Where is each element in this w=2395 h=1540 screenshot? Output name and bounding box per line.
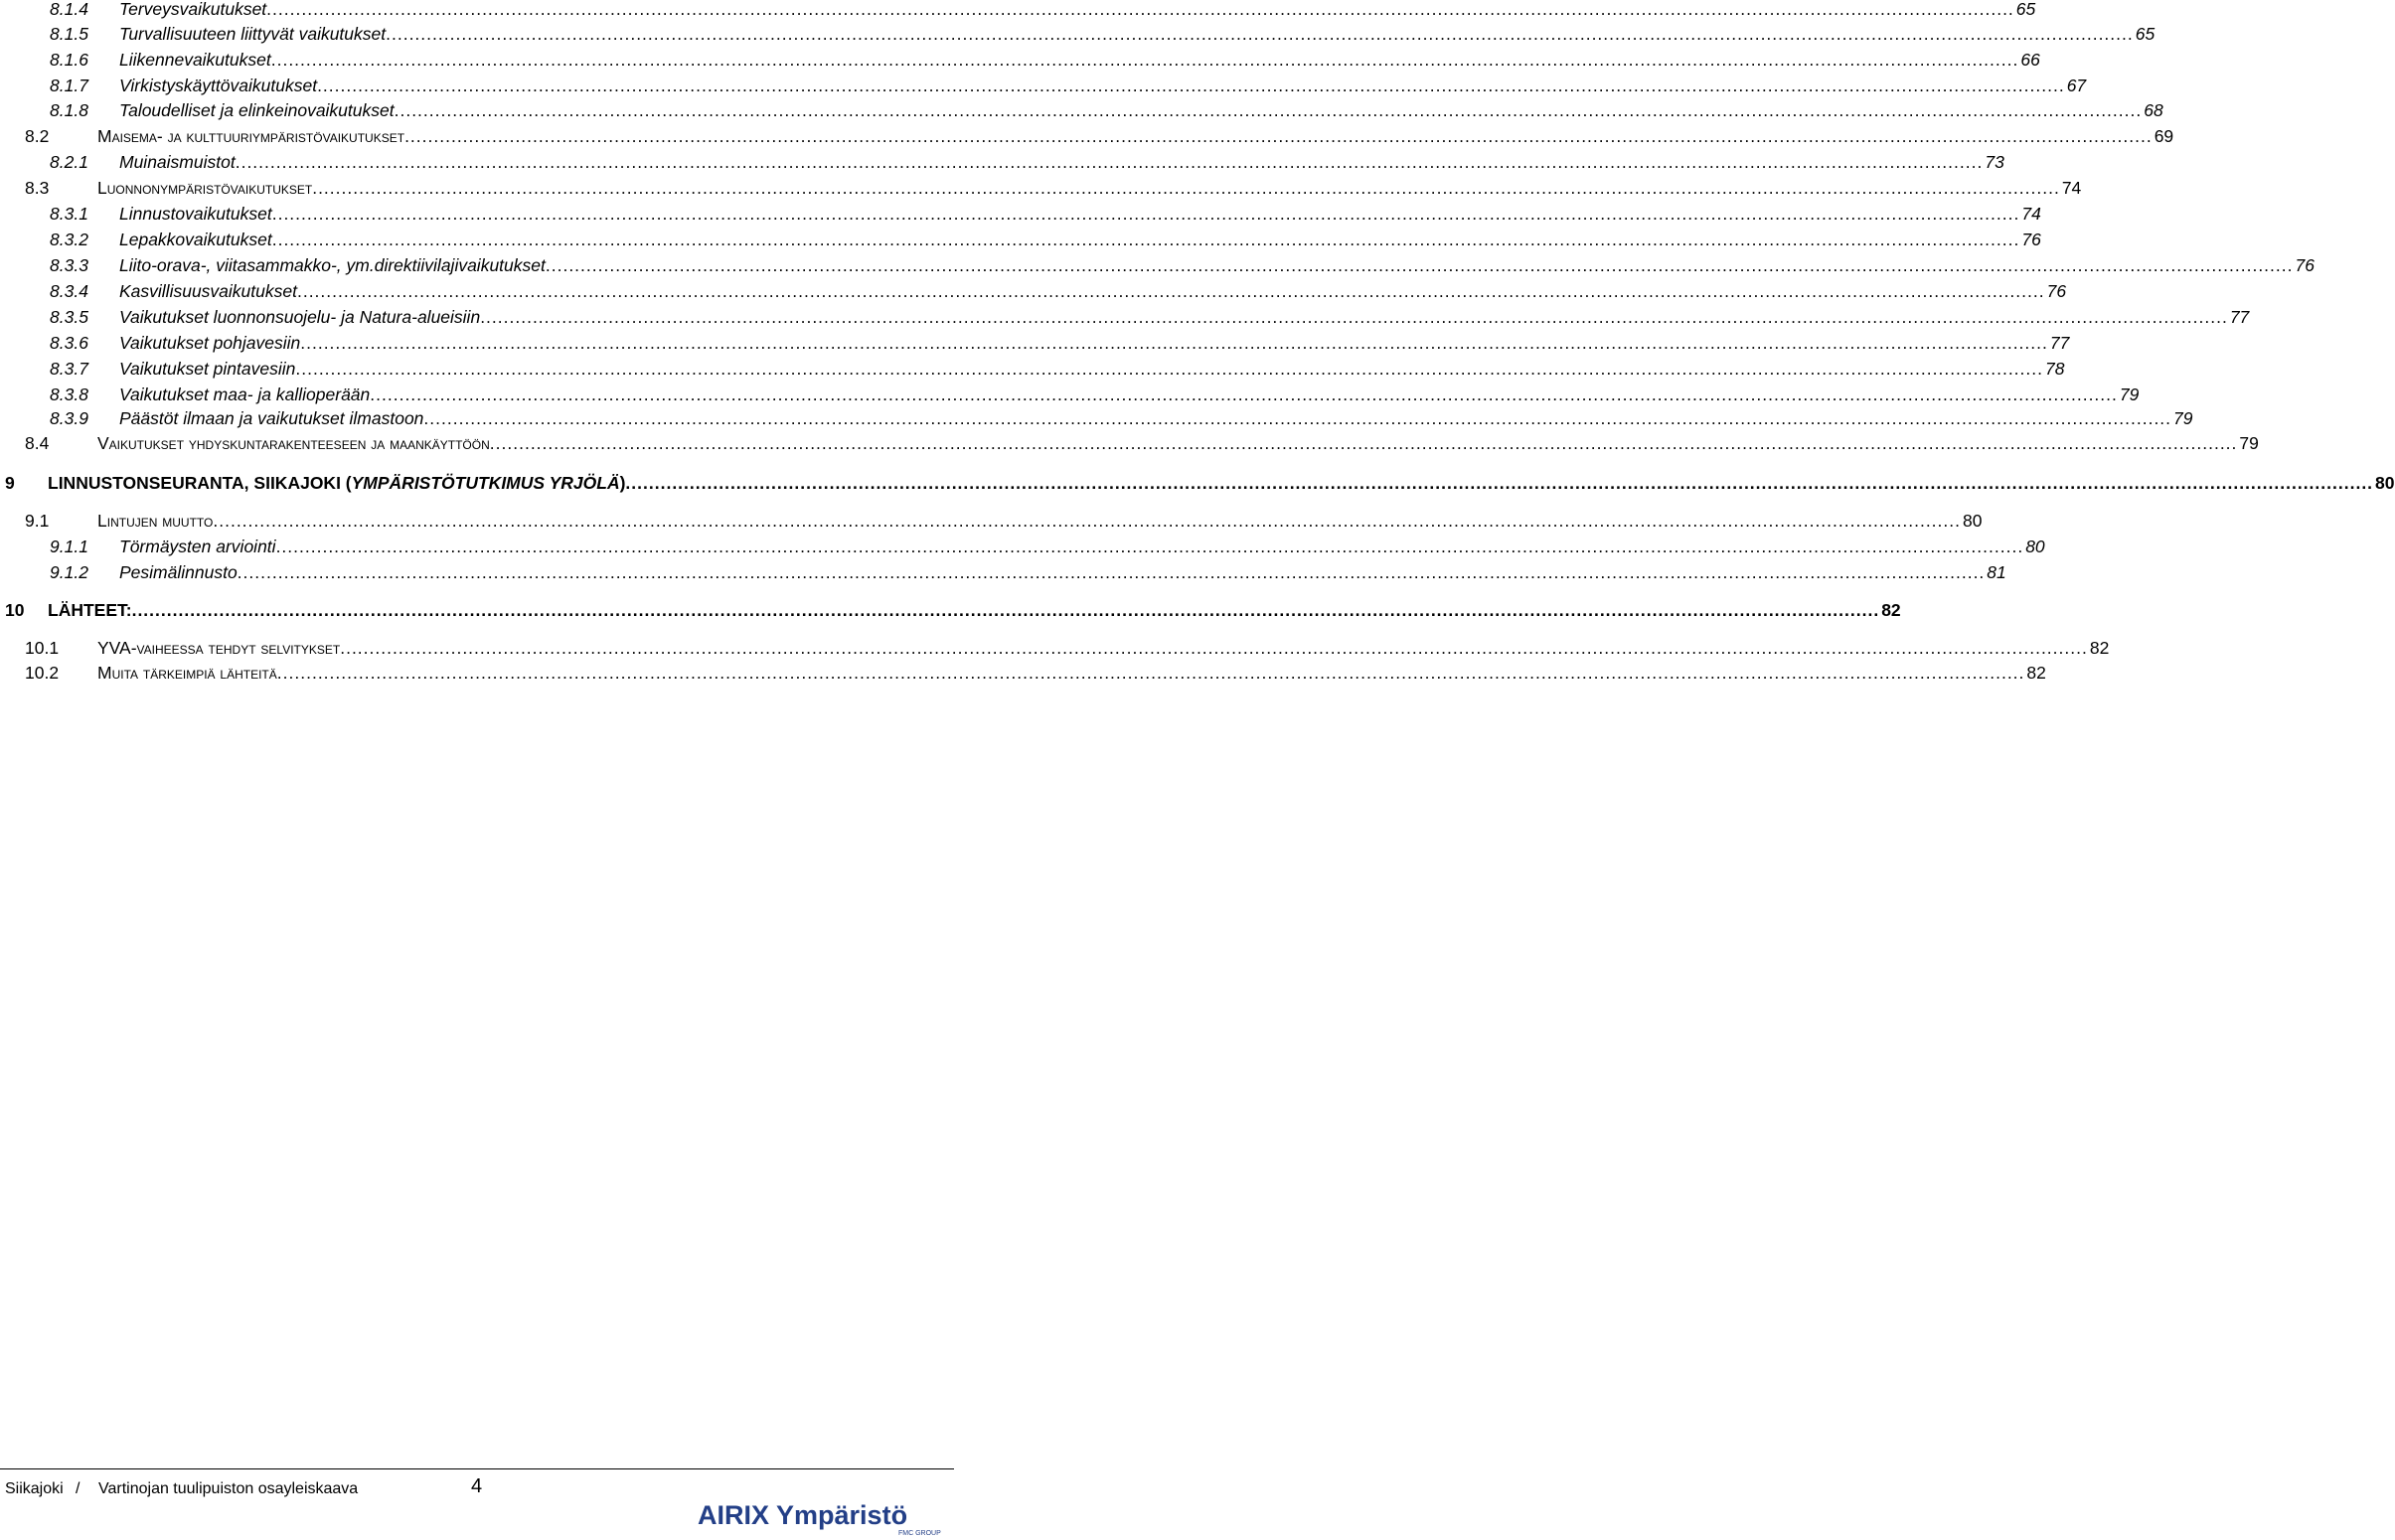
toc-entry-page: 77 — [2229, 307, 2250, 327]
toc-entry-page: 82 — [2089, 638, 2110, 658]
toc-entry-title: LÄHTEET: — [48, 600, 132, 620]
toc-dot-leader: ............................................................................................................................................................................................................................................................................................................ — [237, 562, 1986, 582]
toc-entry-number: 8.3.6 — [50, 333, 88, 353]
toc-dot-leader: ............................................................................................................................................................................................................................................................................................................ — [295, 359, 2043, 379]
toc-entry[interactable] — [0, 405, 2193, 431]
toc-entry-leader — [97, 635, 2110, 661]
toc-dot-leader: ............................................................................................................................................................................................................................................................................................................ — [131, 600, 1880, 620]
toc-entry-page: 74 — [2061, 178, 2082, 198]
toc-entry[interactable] — [0, 0, 2036, 22]
toc-entry-number: 8.3.7 — [50, 359, 88, 379]
toc-entry-leader — [119, 73, 2087, 98]
toc-entry-title: Turvallisuuteen liittyvät vaikutukset — [119, 24, 387, 44]
toc-dot-leader: ............................................................................................................................................................................................................................................................................................................ — [489, 433, 2238, 453]
toc-entry-page: 74 — [2021, 204, 2041, 224]
toc-dot-leader: ............................................................................................................................................................................................................................................................................................................ — [340, 638, 2088, 658]
toc-entry-leader — [119, 21, 2156, 47]
toc-entry-number: 8.3 — [25, 178, 50, 198]
toc-entry-leader — [97, 430, 2259, 456]
toc-entry-title: Luonnonympäristövaikutukset — [97, 178, 313, 198]
toc-dot-leader: ............................................................................................................................................................................................................................................................................................................ — [276, 663, 2025, 683]
toc-dot-leader: ............................................................................................................................................................................................................................................................................................................ — [386, 24, 2134, 44]
toc-entry-number: 8.1.8 — [50, 100, 88, 120]
toc-entry-title: Taloudelliset ja elinkeinovaikutukset — [119, 100, 395, 120]
toc-entry[interactable] — [0, 508, 1983, 534]
toc-entry-title: Vaikutukset pohjavesiin — [119, 333, 301, 353]
toc-dot-leader: ............................................................................................................................................................................................................................................................................................................ — [213, 511, 1961, 531]
toc-entry-leader — [119, 405, 2193, 431]
toc-entry-number: 9 — [5, 473, 15, 493]
footer-municipality: Siikajoki — [5, 1480, 64, 1497]
toc-entry-title: Lintujen muutto — [97, 511, 214, 531]
toc-entry-title: YVA-vaiheessa tehdyt selvitykset — [97, 638, 341, 658]
toc-entry-page: 76 — [2046, 281, 2067, 301]
toc-entry-page: 82 — [2026, 663, 2046, 683]
toc-entry-page: 69 — [2154, 126, 2174, 146]
toc-entry[interactable] — [0, 278, 2067, 304]
toc-entry-page: 79 — [2119, 385, 2140, 404]
toc-entry-number: 8.3.9 — [50, 408, 88, 428]
toc-entry[interactable] — [0, 97, 2163, 123]
toc-entry-number: 10 — [5, 600, 25, 620]
toc-entry-number: 8.1.7 — [50, 76, 88, 95]
toc-entry-title: Lepakkovaikutukset — [119, 230, 272, 249]
toc-dot-leader: ............................................................................................................................................................................................................................................................................................................ — [317, 76, 2065, 95]
toc-entry[interactable] — [0, 73, 2087, 98]
toc-entry-leader — [119, 252, 2315, 278]
toc-entry-title: Törmäysten arviointi — [119, 537, 276, 556]
toc-entry-title: Vaikutukset pintavesiin — [119, 359, 296, 379]
toc-entry-number: 8.2 — [25, 126, 50, 146]
toc-dot-leader: ............................................................................................................................................................................................................................................................................................................ — [270, 50, 2019, 70]
toc-entry[interactable] — [0, 382, 2140, 407]
toc-entry-page: 80 — [1963, 511, 1983, 531]
toc-entry-number: 9.1.1 — [50, 537, 88, 556]
toc-entry-leader — [119, 356, 2065, 382]
toc-entry-leader — [48, 470, 2395, 496]
toc-entry[interactable] — [0, 21, 2156, 47]
logo-text: AIRIX Ympäristö — [698, 1500, 908, 1530]
toc-entry[interactable] — [0, 252, 2315, 278]
toc-entry-number: 8.3.4 — [50, 281, 88, 301]
toc-entry[interactable] — [0, 660, 2046, 686]
toc-dot-leader: ............................................................................................................................................................................................................................................................................................................ — [235, 152, 1984, 172]
toc-entry-leader — [119, 534, 2045, 559]
toc-entry-number: 8.3.8 — [50, 385, 88, 404]
toc-dot-leader: ............................................................................................................................................................................................................................................................................................................ — [394, 100, 2143, 120]
toc-entry-page: 80 — [2025, 537, 2045, 556]
toc-entry-title-italic: YMPÄRISTÖTUTKIMUS YRJÖLÄ — [351, 473, 620, 493]
toc-entry[interactable] — [0, 47, 2040, 73]
toc-entry-page: 67 — [2066, 76, 2087, 95]
toc-entry-number: 8.3.5 — [50, 307, 88, 327]
toc-entry-page: 65 — [2135, 24, 2156, 44]
toc-entry-leader — [119, 47, 2040, 73]
footer-document-title: Vartinojan tuulipuiston osayleiskaava — [98, 1480, 359, 1497]
toc-entry-page: 76 — [2295, 255, 2315, 275]
toc-dot-leader: ............................................................................................................................................................................................................................................................................................................ — [300, 333, 2048, 353]
toc-entry-title: Virkistyskäyttövaikutukset — [119, 76, 318, 95]
toc-entry-page: 81 — [1987, 562, 2006, 582]
toc-entry-page: 79 — [2173, 408, 2193, 428]
toc-entry-number: 8.4 — [25, 433, 50, 453]
footer-separator: / — [76, 1480, 80, 1497]
toc-entry-leader — [119, 201, 2041, 227]
toc-dot-leader: ............................................................................................................................................................................................................................................................................................................ — [423, 408, 2172, 428]
toc-entry-leader — [119, 227, 2041, 252]
toc-entry-title: Terveysvaikutukset — [119, 0, 267, 19]
toc-entry-number: 10.1 — [25, 638, 60, 658]
toc-entry-title: Linnustovaikutukset — [119, 204, 272, 224]
toc-entry[interactable] — [0, 597, 1901, 623]
footer-page-number: 4 — [471, 1475, 483, 1497]
toc-entry-title: Kasvillisuusvaikutukset — [119, 281, 297, 301]
toc-entry[interactable] — [0, 470, 2395, 496]
toc-entry-page: 77 — [2049, 333, 2070, 353]
toc-entry[interactable] — [0, 201, 2041, 227]
toc-entry-leader — [119, 304, 2250, 330]
toc-entry[interactable] — [0, 227, 2041, 252]
toc-entry-title: Maisema- ja kulttuuriympäristövaikutukset — [97, 126, 405, 146]
toc-entry-title-end: ) — [619, 473, 626, 493]
toc-entry-title: Pesimälinnusto — [119, 562, 238, 582]
footer-divider — [0, 1468, 954, 1469]
toc-entry-leader — [119, 149, 2004, 175]
toc-entry-leader — [119, 97, 2163, 123]
toc-entry-page: 65 — [2015, 0, 2036, 19]
toc-entry-leader — [119, 0, 2036, 22]
airix-logo — [698, 1500, 946, 1536]
toc-entry[interactable] — [0, 304, 2250, 330]
toc-dot-leader: ............................................................................................................................................................................................................................................................................................................ — [266, 0, 2014, 19]
toc-entry-page: 76 — [2021, 230, 2041, 249]
toc-entry-title: Vaikutukset maa- ja kallioperään — [119, 385, 371, 404]
toc-entry-title: Vaikutukset luonnonsuojelu- ja Natura-alueisiin — [119, 307, 481, 327]
toc-dot-leader: ............................................................................................................................................................................................................................................................................................................ — [480, 307, 2228, 327]
toc-entry-page: 79 — [2239, 433, 2259, 453]
toc-entry-title: Liikennevaikutukset — [119, 50, 271, 70]
toc-entry-number: 8.3.3 — [50, 255, 88, 275]
toc-entry-number: 8.1.5 — [50, 24, 88, 44]
toc-entry-leader — [119, 382, 2140, 407]
toc-dot-leader: ............................................................................................................................................................................................................................................................................................................ — [312, 178, 2060, 198]
toc-entry-title: Liito-orava-, viitasammakko-, ym.direktiivilajivaikutukset — [119, 255, 546, 275]
toc-dot-leader: ............................................................................................................................................................................................................................................................................................................ — [370, 385, 2118, 404]
toc-entry-title: LINNUSTONSEURANTA, SIIKAJOKI ( — [48, 473, 352, 493]
toc-entry-title: Muita tärkeimpiä lähteitä — [97, 663, 277, 683]
toc-entry-number: 10.2 — [25, 663, 60, 683]
toc-entry-leader — [97, 660, 2046, 686]
toc-entry[interactable] — [0, 430, 2259, 456]
toc-dot-leader: ............................................................................................................................................................................................................................................................................................................ — [271, 230, 2020, 249]
toc-entry-number: 8.1.4 — [50, 0, 88, 19]
toc-entry-number: 8.3.1 — [50, 204, 88, 224]
toc-entry-page: 78 — [2045, 359, 2065, 379]
toc-entry-page: 68 — [2144, 100, 2163, 120]
toc-entry-page: 80 — [2375, 473, 2395, 493]
toc-entry-number: 8.3.2 — [50, 230, 88, 249]
toc-entry-leader — [119, 330, 2070, 356]
toc-entry-leader — [97, 123, 2174, 149]
toc-entry-page: 82 — [1881, 600, 1901, 620]
toc-entry-leader — [48, 597, 1901, 623]
toc-entry-leader — [119, 278, 2067, 304]
toc-entry-page: 66 — [2020, 50, 2040, 70]
toc-dot-leader: ............................................................................................................................................................................................................................................................................................................ — [404, 126, 2153, 146]
toc-entry-title: Muinaismuistot — [119, 152, 236, 172]
toc-entry-number: 8.2.1 — [50, 152, 88, 172]
toc-entry[interactable] — [0, 175, 2082, 201]
logo-subtext: FMC GROUP — [898, 1530, 941, 1537]
toc-dot-leader: ............................................................................................................................................................................................................................................................................................................ — [296, 281, 2045, 301]
toc-entry[interactable] — [0, 149, 2004, 175]
toc-entry-leader — [97, 175, 2082, 201]
toc-entry-page: 73 — [1985, 152, 2004, 172]
toc-entry[interactable] — [0, 635, 2110, 661]
toc-entry[interactable] — [0, 559, 2006, 585]
toc-entry-title: Päästöt ilmaan ja vaikutukset ilmastoon — [119, 408, 424, 428]
toc-dot-leader: ............................................................................................................................................................................................................................................................................................................ — [625, 473, 2374, 493]
toc-entry-title: Vaikutukset yhdyskuntarakenteeseen ja maankäyttöön — [97, 433, 490, 453]
toc-dot-leader: ............................................................................................................................................................................................................................................................................................................ — [271, 204, 2020, 224]
toc-entry[interactable] — [0, 123, 2174, 149]
toc-entry-number: 9.1.2 — [50, 562, 88, 582]
toc-entry[interactable] — [0, 534, 2045, 559]
toc-entry[interactable] — [0, 356, 2065, 382]
toc-entry-leader — [97, 508, 1983, 534]
toc-dot-leader: ............................................................................................................................................................................................................................................................................................................ — [545, 255, 2294, 275]
toc-entry[interactable] — [0, 330, 2070, 356]
toc-dot-leader: ............................................................................................................................................................................................................................................................................................................ — [275, 537, 2024, 556]
toc-entry-number: 8.1.6 — [50, 50, 88, 70]
toc-entry-number: 9.1 — [25, 511, 50, 531]
toc-entry-leader — [119, 559, 2006, 585]
